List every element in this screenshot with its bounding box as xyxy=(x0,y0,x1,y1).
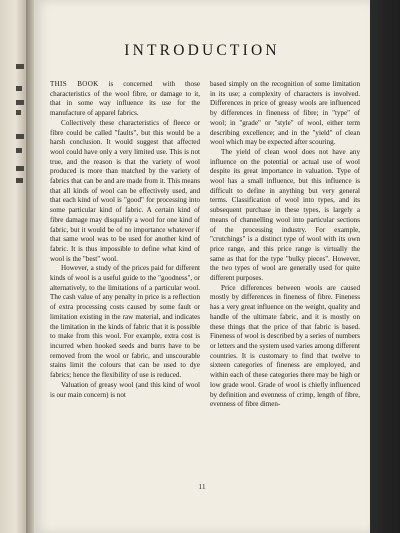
book-gutter xyxy=(26,0,34,533)
text-fragment xyxy=(16,110,21,115)
background-edge xyxy=(370,0,400,533)
paragraph xyxy=(50,80,200,119)
left-column xyxy=(50,80,200,400)
text-fragment xyxy=(16,178,23,183)
facing-page-edge xyxy=(0,0,26,533)
paragraph-text: is concerned with those characteristics of the wool fibre, or damage to it, that in some way influence its use for the manufacture of apparel fabrics. xyxy=(50,80,200,118)
page-title: INTRODUCTION xyxy=(124,42,280,59)
lead-in: THIS BOOK xyxy=(50,80,99,88)
page-number: 11 xyxy=(198,482,206,491)
paragraph: Collectively these characteristics of fleece or fibre could be called "faults", but this would be a harsh conclusion. It would suggest that affected wool could have only a very limited use. This is not true, and the reason is that the variety of wool produced is more than matched by the variety of fabrics that can be and are made from it. This means that all kinds of wool can be effectively used, and that each kind of wool is "good" for processing into some particular kind of fabric. A certain kind of fibre damage may disqualify a wool for one kind of fabric, but it would be of no importance whatever if that same wool was to be used for another kind of fabric. It is thus impossible to define what kind of wool is the "best" wool. xyxy=(50,118,200,263)
paragraph: Price differences between wools are caused mostly by differences in fineness of fibre. Fineness has a very great influence on the weight, quality and handle of the ultimate fabric, and it is mostly on these things that the price of that fabric is based. Fineness of wool is described by a series of numbers or letters and the system used varies among different countries. It is customary to find that twelve to sixteen categories of fineness are employed, and within each of these categories there may be high or low grade wool. Grade of wool is chiefly influenced by definition and evenness of crimp, length of fibre, evenness of fibre dimen- xyxy=(210,283,360,409)
paragraph: based simply on the recognition of some limitation in its use; a complexity of characters is involved. Differences in price of greasy wools are influenced by differences in fineness of fibre; in "type" of wool; in "grade" or "style" of wool, either term describing excellence; and in the "yield" of clean wool which may be expected after scouring. xyxy=(210,80,360,147)
text-fragment xyxy=(16,166,24,171)
text-fragment xyxy=(16,86,22,91)
right-column xyxy=(210,80,360,410)
paragraph: The yield of clean wool does not have any influence on the potential or actual use of wool despite its great importance in valuation. Type of wool has a small influence, but this influence is difficult to define in anything but very general terms. Classification of wool into types, and its subsequent purchase in these types, is largely a means of channelling wool into particular sections of the processing industry. For example, "crutchings" is a distinct type of wool with its own price range, and this price range is virtually the same as that for the type "bulky pieces". However, the two types of wool are generally used for quite different purposes. xyxy=(210,147,360,283)
paragraph: Valuation of greasy wool (and this kind of wool is our main concern) is not xyxy=(50,380,200,399)
paragraph: However, a study of the prices paid for different kinds of wool is a useful guide to the "goodness", or alternatively, to the limitations of a particular wool. The cash value of any penalty in price is a reflection of extra processing costs caused by some fault or limitation existing in the raw material, and indicates the limitation in the kinds of fabric that it is possible to make from this wool. For example, extra cost is incurred when hooked seeds and burrs have to be removed from the wool or fabric, and unscourable stains limit the colours that can be used to dye fabrics; hence the flexibility of use is reduced. xyxy=(50,264,200,380)
book-page xyxy=(34,0,370,533)
text-fragment xyxy=(16,100,24,105)
text-fragment xyxy=(16,134,24,139)
text-fragment xyxy=(16,64,24,69)
text-fragment xyxy=(16,148,22,153)
